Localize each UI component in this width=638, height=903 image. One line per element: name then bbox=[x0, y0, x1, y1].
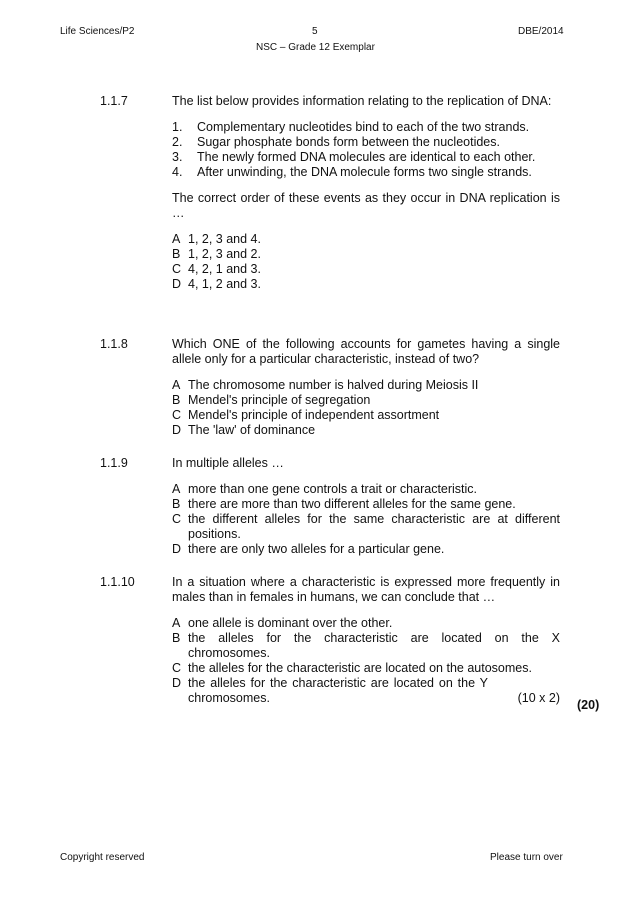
answer-option bbox=[172, 497, 560, 512]
list-item-number: 3. bbox=[172, 150, 183, 164]
option-text: The 'law' of dominance bbox=[188, 423, 316, 437]
option-text: the different alleles for the same characteristic are at different positions. bbox=[188, 512, 560, 541]
list-item bbox=[172, 165, 560, 180]
option-text: the alleles for the characteristic are located on the autosomes. bbox=[188, 661, 532, 675]
answer-option bbox=[172, 247, 560, 262]
option-letter: A bbox=[172, 378, 181, 392]
answer-option bbox=[172, 262, 560, 277]
answer-option bbox=[172, 393, 560, 408]
list-item-number: 4. bbox=[172, 165, 183, 179]
option-letter: D bbox=[172, 542, 182, 556]
header-subject: Life Sciences/P2 bbox=[60, 26, 135, 37]
option-letter: B bbox=[172, 393, 181, 407]
option-text: 4, 1, 2 and 3. bbox=[188, 277, 261, 291]
list-item-text: Complementary nucleotides bind to each of the two strands. bbox=[197, 120, 530, 134]
header-exam-title: NSC – Grade 12 Exemplar bbox=[256, 42, 375, 53]
question-number: 1.1.8 bbox=[100, 337, 128, 351]
answer-option bbox=[172, 232, 560, 247]
option-letter: C bbox=[172, 262, 182, 276]
question-stem: The list below provides information relating to the replication of DNA: bbox=[172, 94, 552, 108]
question-stem: In a situation where a characteristic is expressed more frequently in males than in females in humans, we can conclude that … bbox=[172, 575, 560, 604]
answer-option bbox=[172, 676, 560, 706]
option-letter: C bbox=[172, 661, 182, 675]
option-letter: B bbox=[172, 247, 181, 261]
list-item bbox=[172, 120, 560, 135]
list-item bbox=[172, 135, 560, 150]
section-total: (20) bbox=[577, 698, 600, 712]
option-letter: A bbox=[172, 232, 181, 246]
footer-copyright: Copyright reserved bbox=[60, 852, 145, 863]
answer-option bbox=[172, 512, 560, 542]
option-text: there are only two alleles for a particular gene. bbox=[188, 542, 445, 556]
footer-turn-over: Please turn over bbox=[490, 852, 563, 863]
question-stem-continued: The correct order of these events as they occur in DNA replication is … bbox=[172, 191, 560, 220]
option-text: there are more than two different alleles for the same gene. bbox=[188, 497, 516, 511]
answer-option bbox=[172, 277, 560, 292]
option-letter: C bbox=[172, 408, 182, 422]
option-text: the alleles for the characteristic are located on the X chromosomes. bbox=[188, 631, 560, 660]
option-letter: D bbox=[172, 676, 182, 690]
answer-option bbox=[172, 542, 560, 557]
option-text: the alleles for the characteristic are located on the Y chromosomes. bbox=[188, 676, 488, 705]
list-item-text: The newly formed DNA molecules are identical to each other. bbox=[197, 150, 536, 164]
option-letter: C bbox=[172, 512, 182, 526]
answer-option bbox=[172, 616, 560, 631]
answer-option bbox=[172, 661, 560, 676]
question-number: 1.1.9 bbox=[100, 456, 128, 470]
header-page-number: 5 bbox=[312, 26, 318, 37]
list-item-text: After unwinding, the DNA molecule forms two single strands. bbox=[197, 165, 532, 179]
option-letter: B bbox=[172, 631, 181, 645]
question-number: 1.1.10 bbox=[100, 575, 135, 589]
option-letter: A bbox=[172, 616, 181, 630]
header-code: DBE/2014 bbox=[518, 26, 564, 37]
option-letter: D bbox=[172, 423, 182, 437]
list-item bbox=[172, 150, 560, 165]
option-letter: B bbox=[172, 497, 181, 511]
option-text: Mendel's principle of independent assortment bbox=[188, 408, 440, 422]
question-1-1-10 bbox=[100, 575, 560, 706]
question-stem: In multiple alleles … bbox=[172, 456, 284, 470]
list-item-number: 1. bbox=[172, 120, 183, 134]
question-marks: (10 x 2) bbox=[517, 691, 560, 705]
question-stem: Which ONE of the following accounts for gametes having a single allele only for a particular characteristic, instead of two? bbox=[172, 337, 560, 366]
question-1-1-9 bbox=[100, 456, 560, 557]
option-text: one allele is dominant over the other. bbox=[188, 616, 393, 630]
option-text: 1, 2, 3 and 2. bbox=[188, 247, 261, 261]
answer-option bbox=[172, 408, 560, 423]
option-text: 4, 2, 1 and 3. bbox=[188, 262, 261, 276]
list-item-number: 2. bbox=[172, 135, 183, 149]
answer-option bbox=[172, 423, 560, 438]
option-text: Mendel's principle of segregation bbox=[188, 393, 371, 407]
answer-option bbox=[172, 378, 560, 393]
option-letter: A bbox=[172, 482, 181, 496]
question-number: 1.1.7 bbox=[100, 94, 128, 108]
question-1-1-7 bbox=[100, 94, 560, 292]
answer-option bbox=[172, 631, 560, 661]
option-text: 1, 2, 3 and 4. bbox=[188, 232, 261, 246]
option-letter: D bbox=[172, 277, 182, 291]
option-text: The chromosome number is halved during Meiosis II bbox=[188, 378, 479, 392]
answer-option bbox=[172, 482, 560, 497]
option-text: more than one gene controls a trait or characteristic. bbox=[188, 482, 478, 496]
question-1-1-8 bbox=[100, 337, 560, 438]
list-item-text: Sugar phosphate bonds form between the nucleotides. bbox=[197, 135, 500, 149]
